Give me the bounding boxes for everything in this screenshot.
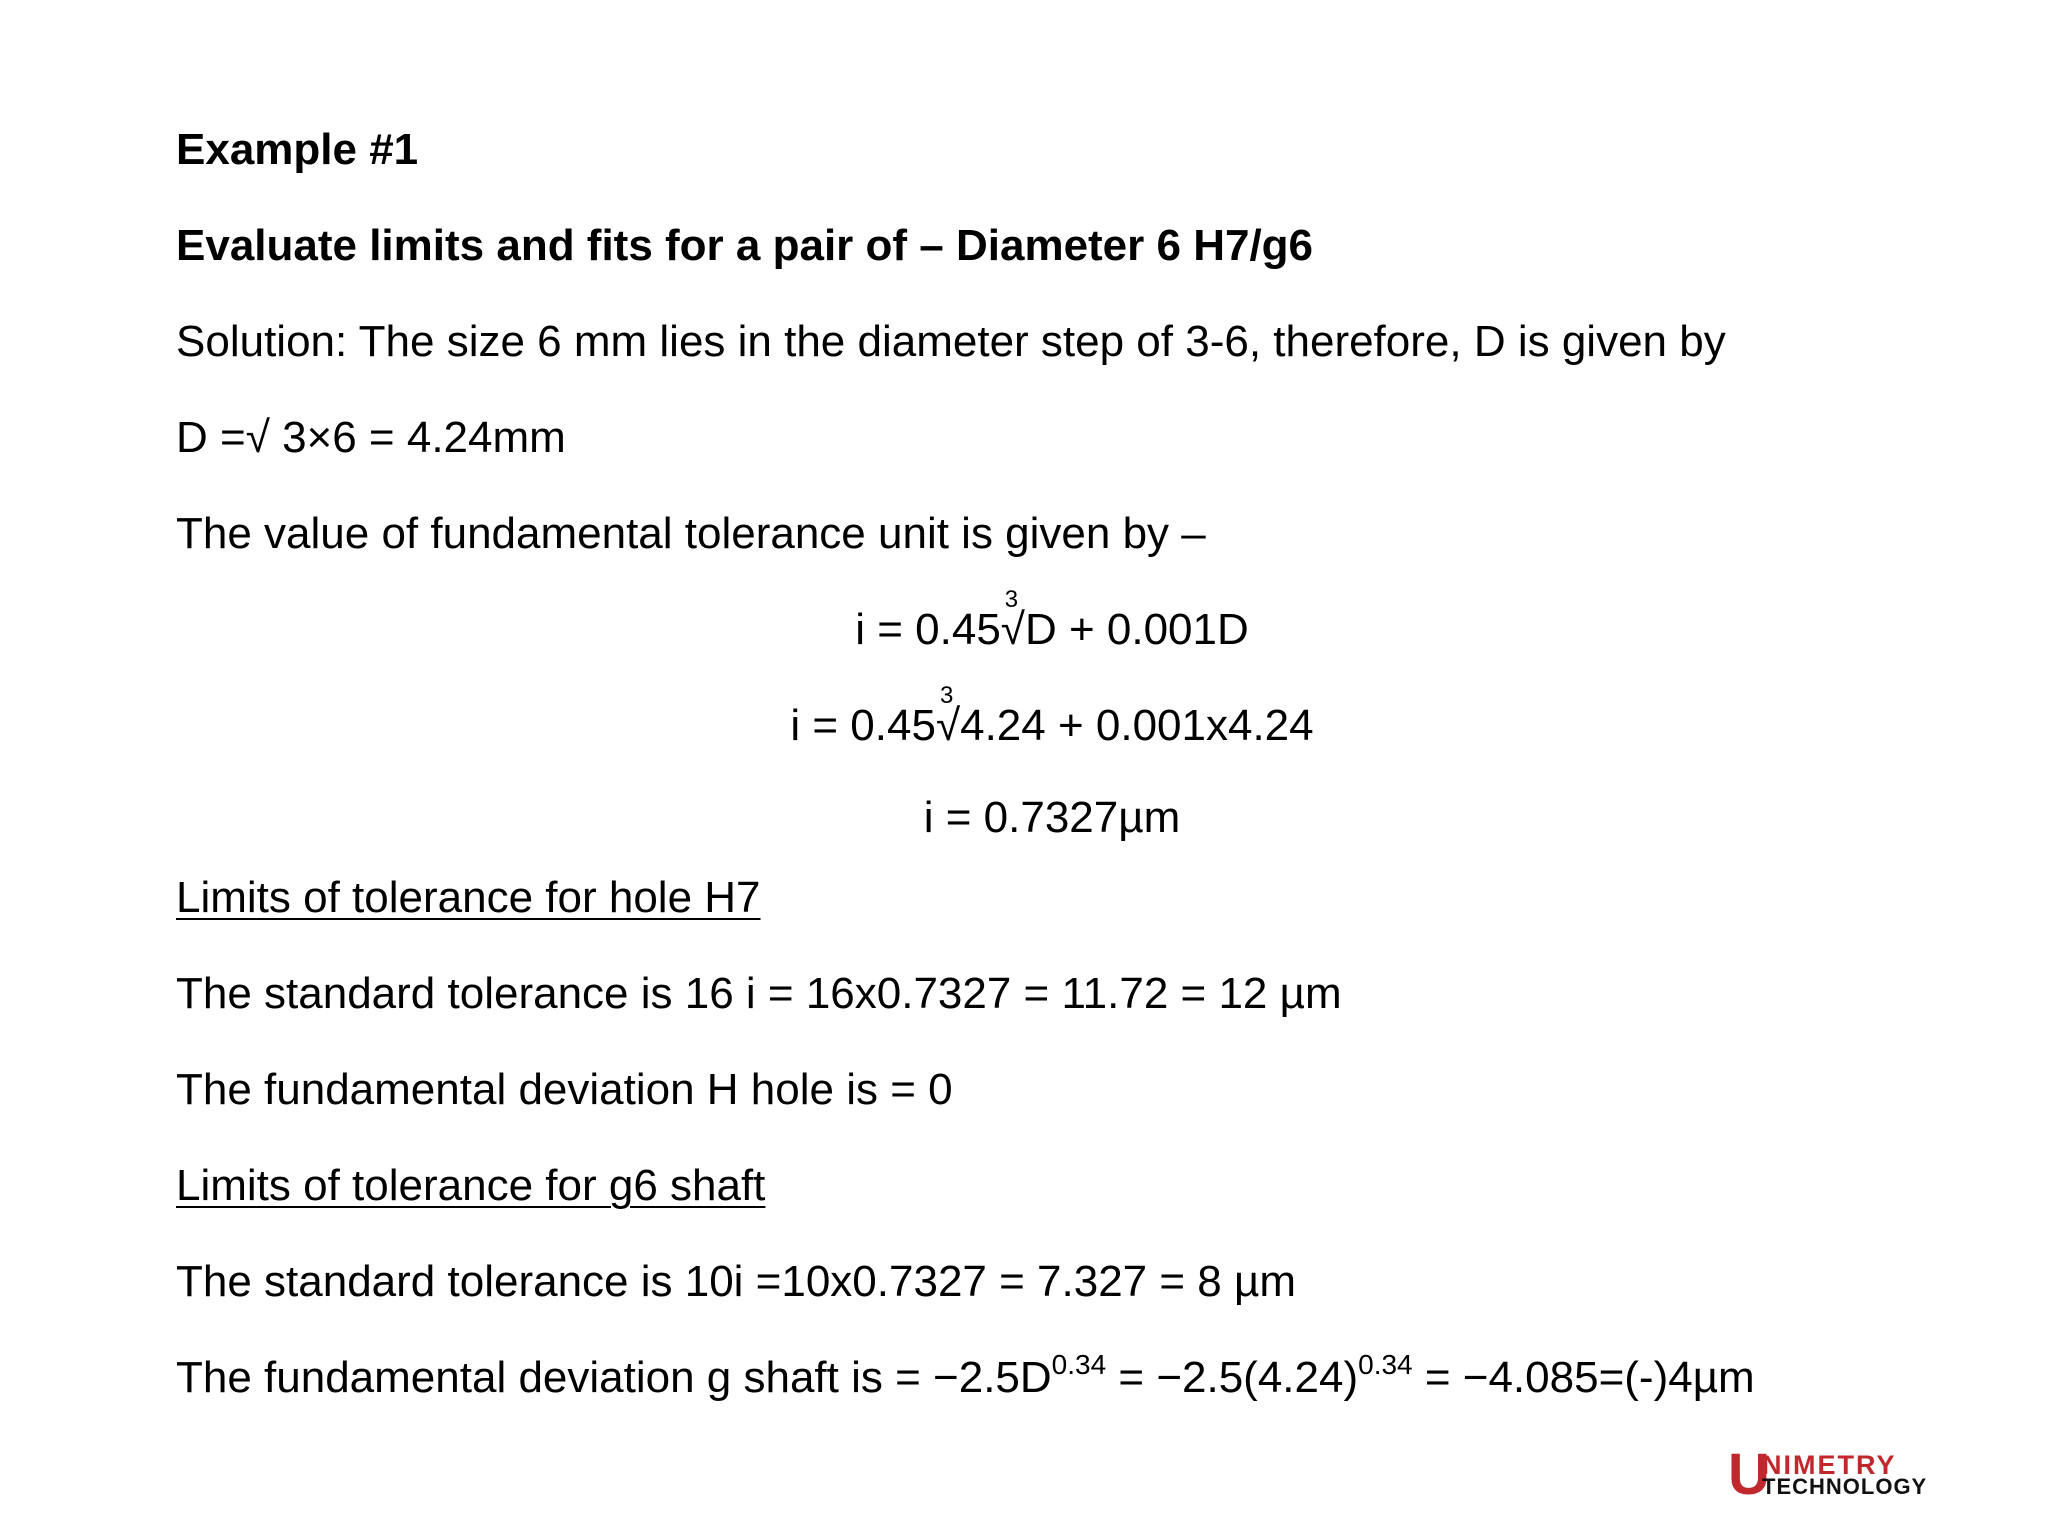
equation-1 xyxy=(0,586,2048,658)
root-sign: √ xyxy=(1000,605,1025,654)
unimetry-logo xyxy=(1728,1442,1960,1507)
solution-text: Solution: The size 6 mm lies in the diameter step of 3-6, therefore, D is given by xyxy=(176,317,1726,366)
root-index: 3 xyxy=(1004,586,1019,613)
shaft-fundamental-deviation xyxy=(176,1350,1755,1406)
hole-fundamental-deviation: The fundamental deviation H hole is = 0 xyxy=(176,1065,953,1114)
hole-heading: Limits of tolerance for hole H7 xyxy=(176,873,761,922)
shaft-dev-part2: = −2.5(4.24) xyxy=(1106,1353,1359,1402)
eq2-prefix: i = 0.45 xyxy=(790,701,936,750)
cube-root xyxy=(1000,586,1025,658)
logo-initial: U xyxy=(1728,1442,1770,1507)
shaft-dev-part3: = −4.085=(-)4µm xyxy=(1412,1353,1755,1402)
shaft-heading: Limits of tolerance for g6 shaft xyxy=(176,1161,766,1210)
equation-3: i = 0.7327µm xyxy=(923,793,1181,842)
equation-2 xyxy=(0,682,2048,754)
eq1-prefix: i = 0.45 xyxy=(855,605,1001,654)
logo-line1: NIMETRY xyxy=(1762,1450,1897,1480)
eq2-suffix: 4.24 + 0.001x4.24 xyxy=(960,701,1314,750)
logo-line2: TECHNOLOGY xyxy=(1762,1474,1928,1499)
cube-root xyxy=(935,682,961,754)
d-formula: D =√ 3×6 = 4.24mm xyxy=(176,413,566,462)
shaft-standard-tolerance: The standard tolerance is 10i =10x0.7327 = 7.327 = 8 µm xyxy=(176,1257,1296,1306)
root-sign: √ xyxy=(935,701,961,750)
example-title: Example #1 xyxy=(176,125,419,174)
exponent-1: 0.34 xyxy=(1051,1349,1107,1380)
hole-standard-tolerance: The standard tolerance is 16 i = 16x0.7327 = 11.72 = 12 µm xyxy=(176,969,1342,1018)
eq1-suffix: D + 0.001D xyxy=(1024,605,1249,654)
shaft-dev-part1: The fundamental deviation g shaft is = −2.5D xyxy=(176,1353,1052,1402)
problem-statement: Evaluate limits and fits for a pair of – Diameter 6 H7/g6 xyxy=(176,221,1314,270)
tolerance-unit-intro: The value of fundamental tolerance unit is given by – xyxy=(176,509,1206,558)
exponent-2: 0.34 xyxy=(1358,1349,1413,1380)
root-index: 3 xyxy=(939,682,954,709)
